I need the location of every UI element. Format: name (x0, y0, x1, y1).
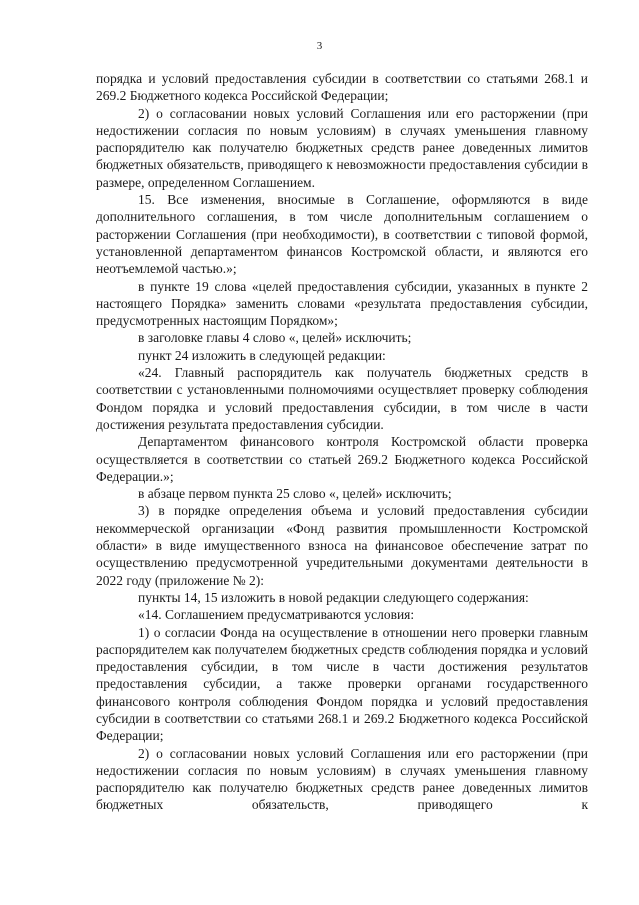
document-body (96, 70, 588, 814)
paragraph: 2) о согласовании новых условий Соглашения или его расторжении (при недостижении согласия по новым условиям) в случаях уменьшения главному распорядителю как получателю бюджетных средств ранее доведенных лимитов бюджетных обязательств, приводящего к невозможности предоставления субсидии в размере, определенном Соглашением. (96, 105, 588, 190)
paragraph: 15. Все изменения, вносимые в Соглашение, оформляются в виде дополнительного соглашения, в том числе дополнительным соглашением о расторжении Соглашения (при необходимости), в соответствии с типовой формой, установленной департаментом финансов Костромской области, и являются его неотъемлемой частью.»; (96, 192, 588, 277)
paragraph: пункт 24 изложить в следующей редакции: (138, 347, 386, 363)
paragraph: порядка и условий предоставления субсидии в соответствии со статьями 268.1 и 269.2 Бюджетного кодекса Российской Федерации; (96, 71, 588, 104)
paragraph: 3) в порядке определения объема и условий предоставления субсидии некоммерческой организации «Фонд развития промышленности Костромской области» в виде имущественного взноса на финансовое обеспечение затрат по осуществлению предусмотренной учредительными документами деятельности в 2022 году (приложение № 2): (96, 503, 588, 588)
paragraph: Департаментом финансового контроля Костромской области проверка осуществляется в соответствии со статьей 269.2 Бюджетного кодекса Российской Федерации.»; (96, 434, 588, 484)
paragraph: в пункте 19 слова «целей предоставления субсидии, указанных в пункте 2 настоящего Порядка» заменить словами «результата предоставления субсидии, предусмотренных настоящим Порядком»; (96, 278, 588, 329)
paragraph: пункты 14, 15 изложить в новой редакции следующего содержания: (138, 589, 529, 605)
paragraph: в абзаце первом пункта 25 слово «, целей» исключить; (138, 486, 452, 502)
paragraph: «14. Соглашением предусматриваются условия: (138, 607, 415, 623)
paragraph: в заголовке главы 4 слово «, целей» исключить; (138, 330, 412, 346)
paragraph: 2) о согласовании новых условий Соглашения или его расторжении (при недостижении согласия по новым условиям) в случаях уменьшения главному распорядителю как получателю бюджетных средств ранее доведенных лимитов бюджетных обязательств, приводящего к (96, 745, 588, 813)
paragraph: «24. Главный распорядитель как получатель бюджетных средств в соответствии с установленными полномочиями осуществляет проверку соблюдения Фондом порядка и условий предоставления субсидии, в том числе в части достижения результата предоставления субсидии. (96, 365, 588, 432)
page-number: 3 (316, 40, 323, 52)
paragraph: 1) о согласии Фонда на осуществление в отношении него проверки главным распорядителем как получателем бюджетных средств соблюдения порядка и условий предоставления субсидии, в том числе в части достижения результатов предоставления субсидии, а также проверки органами государственного финансового контроля соблюдения Фондом порядка и условий предоставления субсидии в соответствии со статьями 268.1 и 269.2 Бюджетного кодекса Российской Федерации; (96, 624, 588, 744)
